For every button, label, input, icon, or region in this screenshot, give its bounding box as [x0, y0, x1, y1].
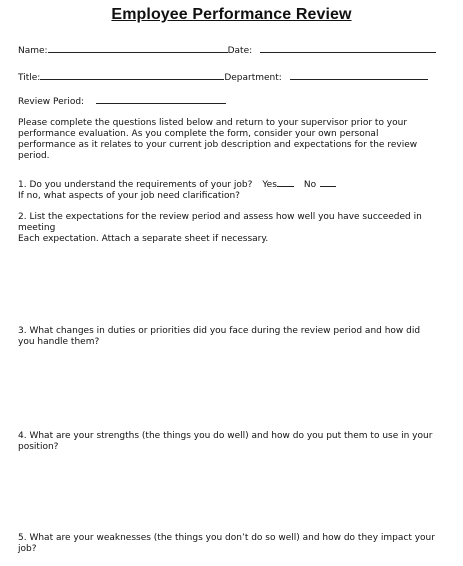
question-3-line: 3. What changes in duties or priorities did you face during the review period and how did — [18, 326, 421, 336]
title-label: Title: — [18, 73, 41, 83]
question-3-line: you handle them? — [18, 337, 100, 347]
department-field[interactable] — [290, 70, 428, 80]
date-field[interactable] — [260, 43, 436, 53]
question-4 — [18, 431, 448, 453]
instructions-paragraph — [18, 118, 448, 162]
name-field[interactable] — [48, 43, 228, 53]
instructions-line: performance evaluation. As you complete the form, consider your own personal — [18, 129, 379, 139]
instructions-line: performance as it relates to your current job description and expectations for the review — [18, 140, 418, 150]
no-label: No — [303, 180, 317, 190]
question-4-line: 4. What are your strengths (the things you do well) and how do you put them to use in your — [18, 431, 433, 441]
no-blank[interactable] — [320, 178, 336, 187]
question-2-line: meeting — [18, 223, 56, 233]
review-period-label: Review Period: — [18, 97, 85, 107]
question-5 — [18, 533, 448, 555]
department-label: Department: — [224, 73, 282, 83]
review-period-row — [18, 94, 226, 108]
review-period-field[interactable] — [96, 94, 226, 104]
question-2 — [18, 212, 448, 245]
name-label: Name: — [18, 46, 48, 56]
page-title: Employee Performance Review — [111, 6, 352, 23]
question-1 — [18, 178, 448, 202]
question-2-line: Each expectation. Attach a separate sheet if necessary. — [18, 234, 269, 244]
yes-label: Yes — [262, 180, 277, 190]
title-department-row — [18, 70, 428, 84]
instructions-line: period. — [18, 151, 50, 161]
title-field[interactable] — [40, 70, 224, 80]
yes-blank[interactable] — [277, 178, 294, 187]
question-2-line: 2. List the expectations for the review period and assess how well you have succeeded in — [18, 212, 422, 222]
question-5-line: job? — [18, 544, 37, 554]
question-3 — [18, 326, 448, 348]
name-date-row — [18, 43, 436, 57]
instructions-line: Please complete the questions listed below and return to your supervisor prior to your — [18, 118, 408, 128]
question-5-line: 5. What are your weaknesses (the things you don’t do so well) and how do they impact your — [18, 533, 435, 543]
date-label: Date: — [227, 46, 253, 56]
question-1-followup: If no, what aspects of your job need clarification? — [18, 191, 240, 201]
question-1-line: 1. Do you understand the requirements of your job? Yes No — [18, 178, 448, 191]
question-4-line: position? — [18, 442, 59, 452]
